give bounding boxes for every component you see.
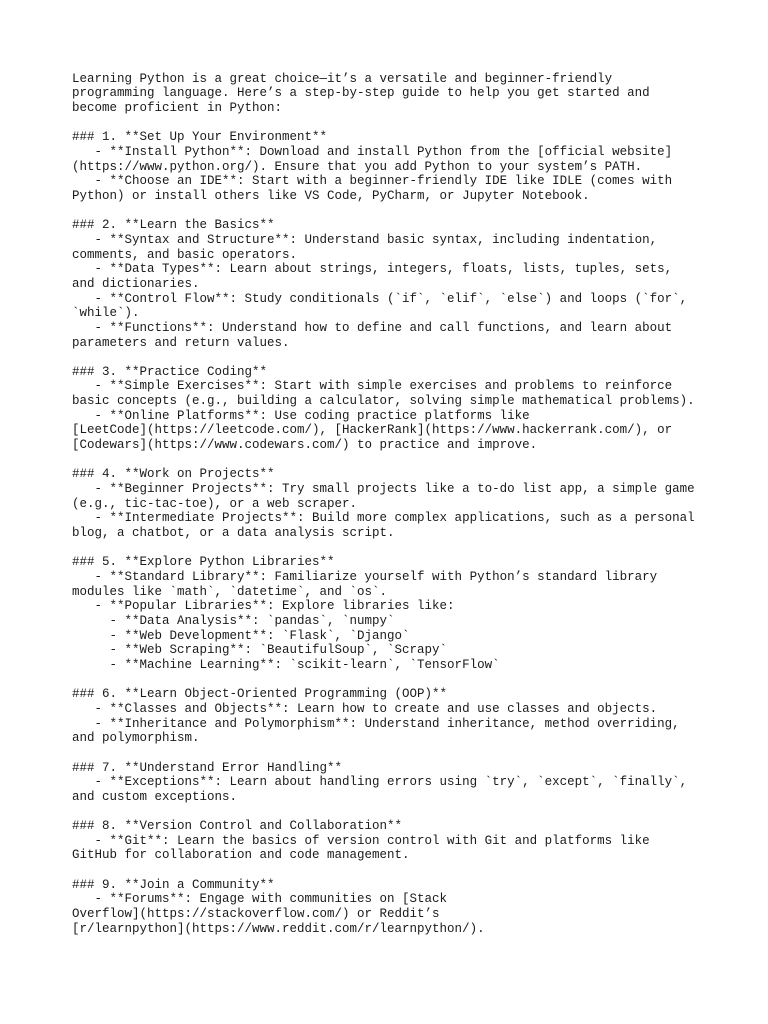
section-line: - **Machine Learning**: `scikit-learn`, `TensorFlow` [72,657,500,672]
section-line: - **Choose an IDE**: Start with a beginner-friendly IDE like IDLE (comes with [72,174,673,189]
section-line: - **Web Development**: `Flask`, `Django` [72,628,410,643]
section-line: - **Standard Library**: Familiarize yourself with Python’s standard library [72,570,658,584]
section-line: - **Control Flow**: Study conditionals (`if`, `elif`, `else`) and loops (`for`, [72,291,688,306]
section-line: - **Beginner Projects**: Try small projects like a to-do list app, a simple game [72,482,695,497]
section-line: [r/learnpython](https://www.reddit.com/r/learnpython/). [72,921,485,936]
intro-line: programming language. Here’s a step-by-step guide to help you get started and [72,86,650,101]
section-heading: ### 9. **Join a Community** [72,877,275,892]
section-line: and dictionaries. [72,276,200,291]
section-line: Python) or install others like VS Code, PyCharm, or Jupyter Notebook. [72,188,590,203]
section-line: [Codewars](https://www.codewars.com/) to practice and improve. [72,438,538,453]
section-line: - **Online Platforms**: Use coding practice platforms like [72,408,530,423]
section-line: - **Intermediate Projects**: Build more complex applications, such as a personal [72,511,695,526]
section-line: blog, a chatbot, or a data analysis script. [72,526,395,541]
section-line: - **Exceptions**: Learn about handling errors using `try`, `except`, `finally`, [72,775,688,790]
section-line: - **Install Python**: Download and install Python from the [official website] [72,144,673,159]
section-line: [LeetCode](https://leetcode.com/), [HackerRank](https://www.hackerrank.com/), or [72,423,673,438]
section-heading: ### 2. **Learn the Basics** [72,218,275,233]
section-line: - **Simple Exercises**: Start with simple exercises and problems to reinforce [72,379,673,394]
intro-line: become proficient in Python: [72,101,283,115]
blank-line [72,746,752,761]
blank-line [72,350,752,365]
section-line: - **Git**: Learn the basics of version control with Git and platforms like [72,833,650,848]
section-line: - **Forums**: Engage with communities on [Stack [72,892,448,907]
section-line: - **Functions**: Understand how to define and call functions, and learn about [72,320,673,335]
blank-line [72,116,752,131]
section-heading: ### 4. **Work on Projects** [72,467,275,482]
section-line: - **Syntax and Structure**: Understand basic syntax, including indentation, [72,232,658,247]
section-line: (https://www.python.org/). Ensure that you add Python to your system’s PATH. [72,159,643,174]
section-line: and polymorphism. [72,731,200,746]
blank-line [72,805,752,820]
section-line: Overflow](https://stackoverflow.com/) or Reddit’s [72,907,440,922]
intro-line: Learning Python is a great choice—it’s a versatile and beginner-friendly [72,71,613,86]
blank-line [72,541,752,556]
section-heading: ### 6. **Learn Object-Oriented Programming (OOP)** [72,687,448,702]
section-heading: ### 3. **Practice Coding** [72,364,268,379]
section-heading: ### 1. **Set Up Your Environment** [72,130,328,145]
section-line: basic concepts (e.g., building a calculator, solving simple mathematical problems). [72,394,695,409]
section-line: `while`). [72,306,140,321]
section-line: GitHub for collaboration and code management. [72,848,410,863]
blank-line [72,863,752,878]
section-line: - **Web Scraping**: `BeautifulSoup`, `Scrapy` [72,643,448,658]
section-line: parameters and return values. [72,335,290,350]
section-line: - **Data Types**: Learn about strings, integers, floats, lists, tuples, sets, [72,262,673,277]
section-line: comments, and basic operators. [72,247,298,262]
document-body [72,72,752,937]
section-heading: ### 8. **Version Control and Collaboration** [72,819,403,834]
section-line: - **Data Analysis**: `pandas`, `numpy` [72,613,395,628]
section-line: - **Inheritance and Polymorphism**: Understand inheritance, method overriding, [72,716,680,731]
section-heading: ### 5. **Explore Python Libraries** [72,555,335,570]
section-line: - **Classes and Objects**: Learn how to create and use classes and objects. [72,701,658,716]
blank-line [72,204,752,219]
section-line: (e.g., tic-tac-toe), or a web scraper. [72,496,358,511]
blank-line [72,453,752,468]
section-line: - **Popular Libraries**: Explore libraries like: [72,599,455,614]
section-line: modules like `math`, `datetime`, and `os`. [72,584,388,599]
section-line: and custom exceptions. [72,789,238,804]
section-heading: ### 7. **Understand Error Handling** [72,760,343,775]
blank-line [72,673,752,688]
